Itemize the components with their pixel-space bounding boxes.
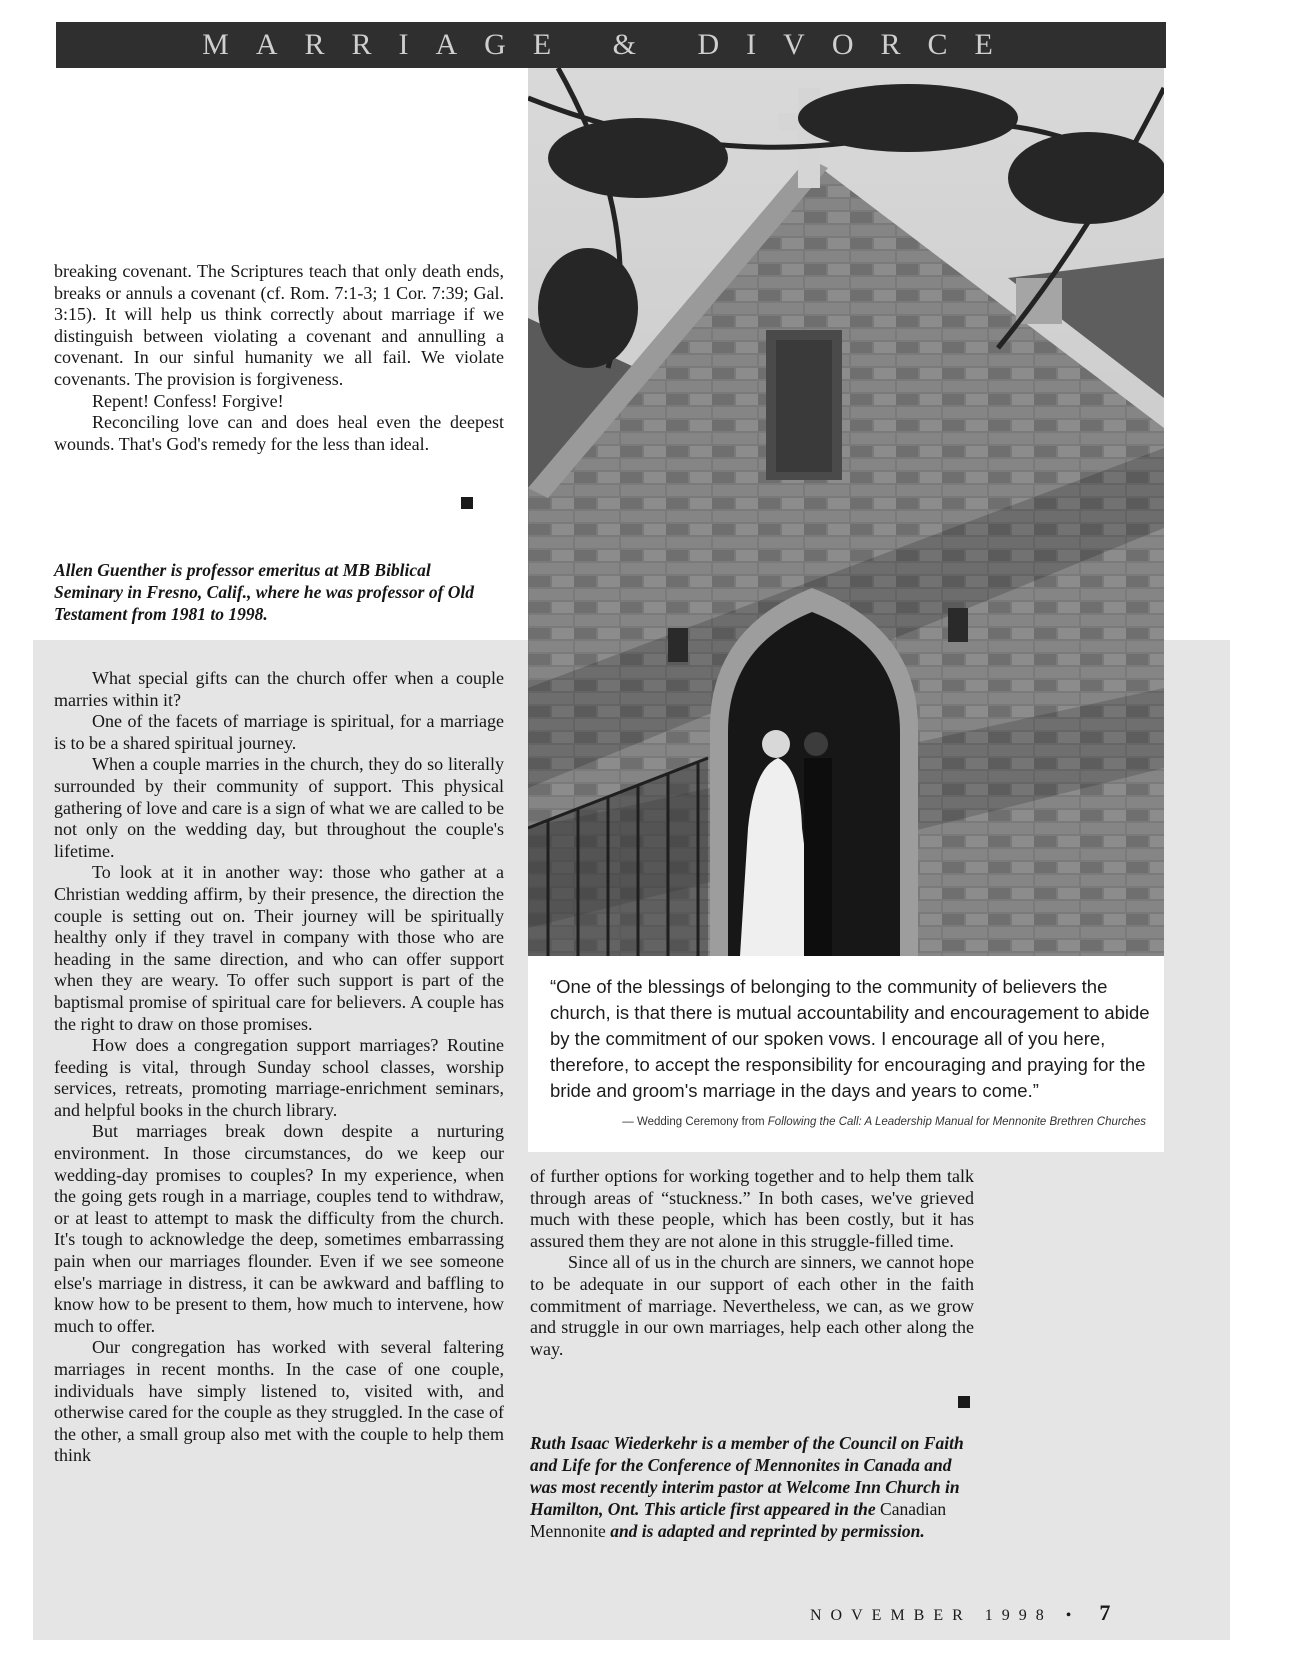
- article1-author-bio: Allen Guenther is professor emeritus at MB Biblical Seminary in Fresno, Calif., where he was professor of Old Testament from 1981 to 1998.: [54, 560, 475, 624]
- church-photo-illustration: [528, 68, 1164, 956]
- article1-paragraph: breaking covenant. The Scriptures teach that only death ends, breaks or annuls a covenant (cf. Rom. 7:1-3; 1 Cor. 7:39; Gal. 3:15). It will help us think correctly about marriage if we distinguish between violating a covenant and annulling a covenant. In our sinful humanity we all fail. We violate covenants. The provision is forgiveness.: [54, 261, 504, 389]
- article2-column2: [530, 1166, 974, 1360]
- article2-paragraph: of further options for working together and to help them talk through areas of “stuckness.” In both cases, we've grieved much with these people, which has been costly, but it has assured them they are not alone in this struggle-filled time.: [530, 1166, 974, 1251]
- article1-body: [54, 261, 504, 455]
- article2-bio-part1: Ruth Isaac Wiederkehr is a member of the Council on Faith and Life for the Conference of Mennonites in Canada and was most recently interim pastor at Welcome Inn Church in Hamilton, Ont. This article first appeared in the: [530, 1433, 964, 1519]
- footer-month-year: NOVEMBER 1998: [810, 1607, 1053, 1624]
- article2-paragraph: Our congregation has worked with several faltering marriages in recent months. In the case of one couple, individuals have simply listened to, visited with, and otherwise cared for the couple as they struggled. In the case of the other, a small group also met with the couple to help them think: [54, 1337, 504, 1466]
- page-number: 7: [1099, 1600, 1111, 1625]
- article2-paragraph: What special gifts can the church offer when a couple marries within it?: [54, 668, 504, 710]
- pull-quote-source-title: Following the Call: A Leadership Manual for Mennonite Brethren Churches: [767, 1116, 1146, 1128]
- article2-paragraph: How does a congregation support marriages? Routine feeding is vital, through Sunday school classes, worship services, retreats, promoting marriage-enrichment seminars, and helpful books in the church library.: [54, 1035, 504, 1120]
- pull-quote-box: [528, 956, 1164, 1152]
- article2-end-mark: [958, 1396, 970, 1408]
- page-footer: [810, 1600, 1110, 1626]
- article2-paragraph: To look at it in another way: those who gather at a Christian wedding affirm, by their presence, the direction the couple is setting out on. Their journey will be spiritually healthy only if they travel in company with those who are heading in the same direction, and who can offer support when they are weary. To offer such support is part of the baptismal promise of spiritual care for believers. A couple has the right to draw on those promises.: [54, 862, 504, 1034]
- article2-paragraph: When a couple marries in the church, they do so literally surrounded by their community of support. This physical gathering of love and care is a sign of what we are called to be not only on the wedding day, but throughout the couple's lifetime.: [54, 754, 504, 861]
- article1-end-mark: [461, 497, 473, 509]
- article2-bio-publication: Canadian Mennonite: [530, 1499, 947, 1541]
- pull-quote-text: “One of the blessings of belonging to the community of believers the church, is that there is mutual accountability and encouragement to abide by the commitment of our spoken vows. I encourage all of you here, therefore, to accept the responsibility for encouraging and praying for the bride and groom's marriage in the days and years to come.”: [550, 976, 1150, 1101]
- article2-paragraph: But marriages break down despite a nurturing environment. In those circumstances, do we keep our wedding-day promises to couples? In my experience, when the going gets rough in a marriage, couples tend to withdraw, or at least to attempt to mask the difficulty from the church. It's tough to acknowledge the deep, sometimes embarrassing pain when our marriages flounder. Even if we see someone else's marriage in distress, it can be awkward and baffling to know how to be present to them, how much to intervene, how much to offer.: [54, 1121, 504, 1336]
- church-wedding-photo: [528, 68, 1164, 956]
- section-header-band: [56, 22, 1166, 68]
- article2-bio-part2: and is adapted and reprinted by permission.: [610, 1521, 925, 1541]
- footer-bullet: •: [1065, 1607, 1081, 1624]
- pull-quote-source-prefix: — Wedding Ceremony from: [622, 1116, 765, 1128]
- article1-paragraph: Reconciling love can and does heal even the deepest wounds. That's God's remedy for the less than ideal.: [54, 412, 504, 454]
- article2-paragraph: One of the facets of marriage is spiritual, for a marriage is to be a shared spiritual journey.: [54, 711, 504, 753]
- article2-author-bio: [530, 1432, 974, 1542]
- section-title: MARRIAGE & DIVORCE: [202, 28, 1020, 61]
- article2-column1: [54, 668, 504, 1467]
- article1-paragraph: Repent! Confess! Forgive!: [92, 390, 284, 411]
- pull-quote-source: [622, 1116, 1146, 1128]
- article2-paragraph: Since all of us in the church are sinners, we cannot hope to be adequate in our support of each other in the faith commitment of marriage. Nevertheless, we can, as we grow and struggle in our own marriages, help each other along the way.: [530, 1252, 974, 1359]
